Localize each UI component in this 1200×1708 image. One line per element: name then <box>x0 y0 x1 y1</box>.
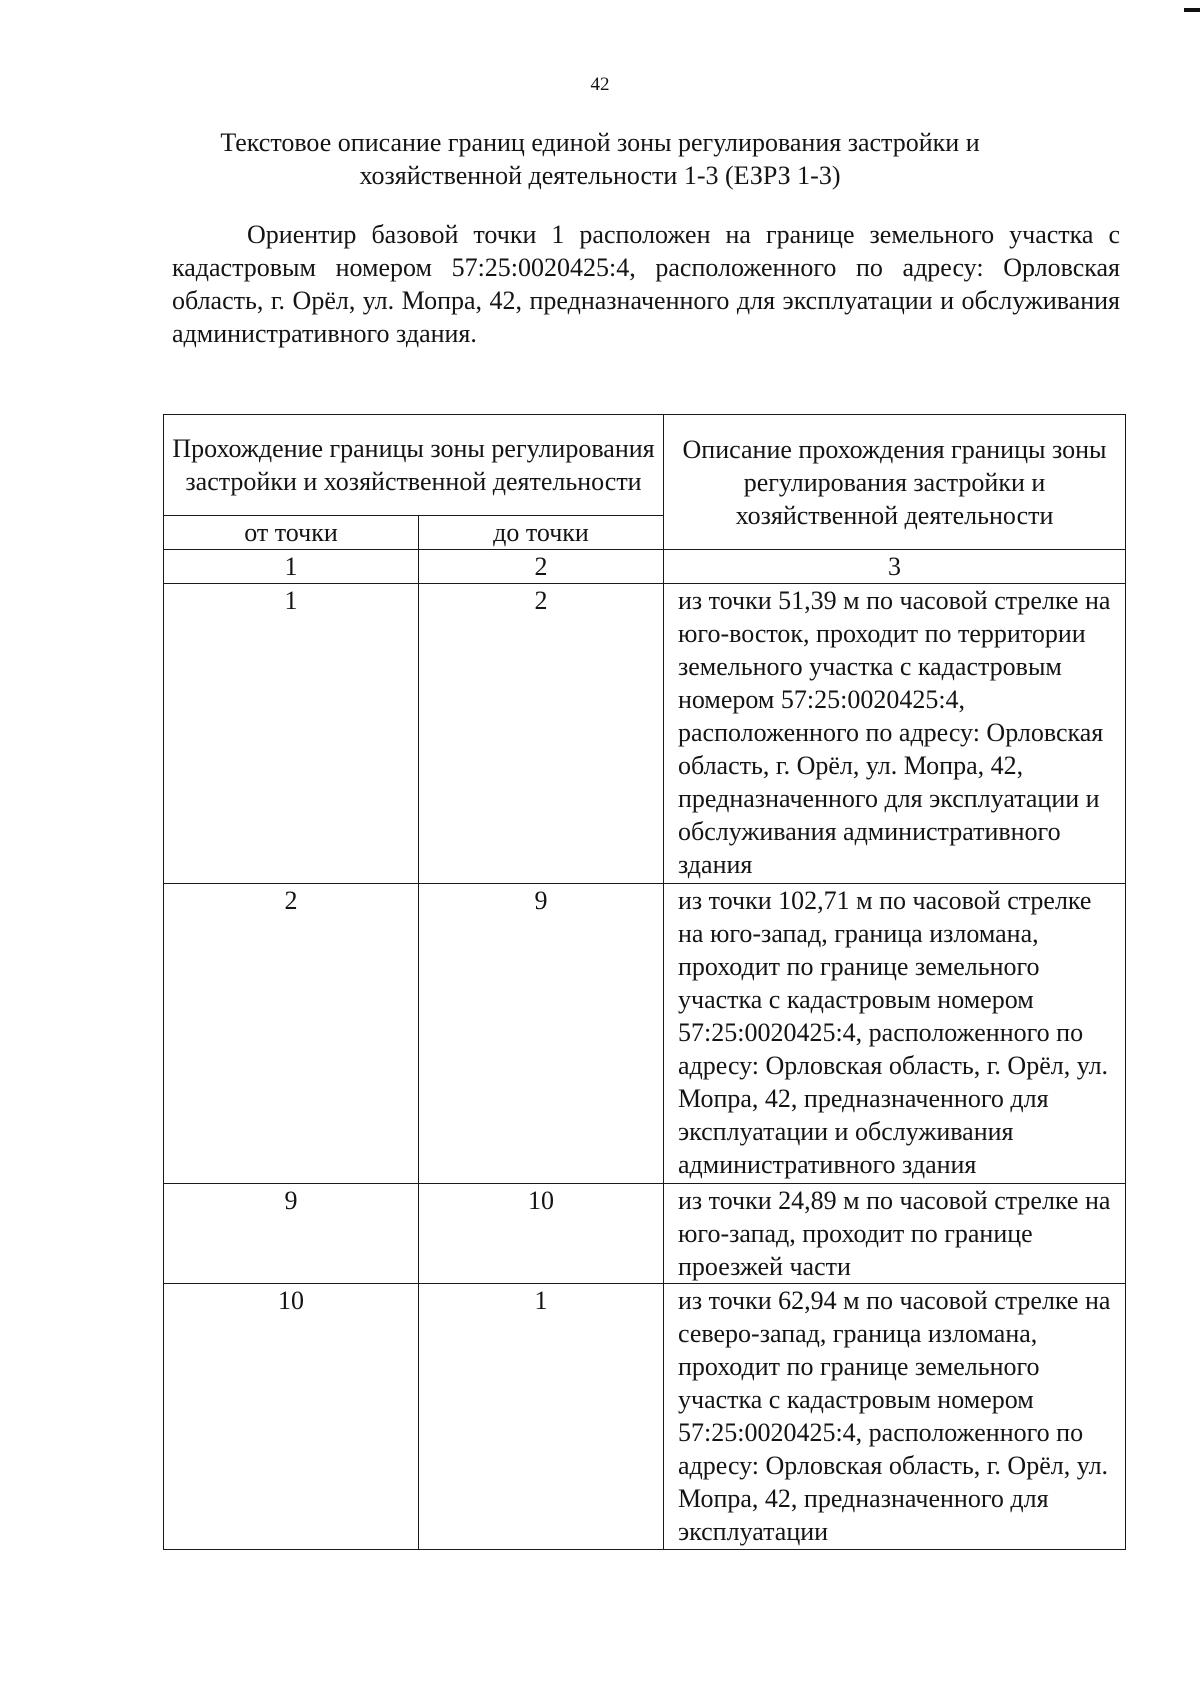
intro-paragraph <box>172 218 1120 350</box>
boundary-description: из точки 62,94 м по часовой стрелке на северо-запад, граница изломана, проходит по границе земельного участка с кадастровым номером 57:25:0020425:4, расположенного по адресу: Орловская область, г. Орёл, ул. Мопра, 42, предназначенного для эксплуатации <box>664 1284 1126 1550</box>
to-point: 2 <box>419 584 664 884</box>
to-point: 1 <box>419 1284 664 1550</box>
column-number-row <box>164 550 1126 584</box>
scan-mark <box>1184 8 1200 12</box>
table-header-row <box>164 415 1126 516</box>
to-point: 10 <box>419 1184 664 1284</box>
column-number: 1 <box>164 550 419 584</box>
table-row <box>164 1284 1126 1550</box>
boundary-description: из точки 24,89 м по часовой стрелке на юго-запад, проходит по границе проезжей части <box>664 1184 1126 1284</box>
boundary-description: из точки 102,71 м по часовой стрелке на юго-запад, граница изломана, проходит по границе земельного участка с кадастровым номером 57:25:0020425:4, расположенного по адресу: Орловская область, г. Орёл, ул. Мопра, 42, предназначенного для эксплуатации и обслуживания административного здания <box>664 884 1126 1184</box>
header-passage: Прохождение границы зоны регулирования застройки и хозяйственной деятельности <box>164 415 664 516</box>
page-number: 42 <box>590 74 610 95</box>
table-row <box>164 584 1126 884</box>
boundary-description: из точки 51,39 м по часовой стрелке на юго-восток, проходит по территории земельного участка с кадастровым номером 57:25:0020425:4, расположенного по адресу: Орловская область, г. Орёл, ул. Мопра, 42, предназначенного для эксплуатации и обслуживания административного здания <box>664 584 1126 884</box>
title-line-2: хозяйственной деятельности 1-3 (ЕЗРЗ 1-3) <box>359 161 841 190</box>
from-point: 9 <box>164 1184 419 1284</box>
from-point: 1 <box>164 584 419 884</box>
column-number: 3 <box>664 550 1126 584</box>
from-point: 2 <box>164 884 419 1184</box>
from-point: 10 <box>164 1284 419 1550</box>
table-row <box>164 1184 1126 1284</box>
document-title <box>0 126 1200 192</box>
title-line-1: Текстовое описание границ единой зоны регулирования застройки и <box>220 128 980 157</box>
boundary-table <box>163 414 1126 1550</box>
header-to-point: до точки <box>419 516 664 550</box>
header-from-point: от точки <box>164 516 419 550</box>
to-point: 9 <box>419 884 664 1184</box>
intro-text: Ориентир базовой точки 1 расположен на границе земельного участка с кадастровым номером 57:25:0020425:4, расположенного по адресу: Орловская область, г. Орёл, ул. Мопра, 42, предназначенного для эксплуатации и обслуживания административного здания. <box>172 220 1120 348</box>
column-number: 2 <box>419 550 664 584</box>
table-row <box>164 884 1126 1184</box>
header-description: Описание прохождения границы зоны регулирования застройки и хозяйственной деятельности <box>664 415 1126 550</box>
